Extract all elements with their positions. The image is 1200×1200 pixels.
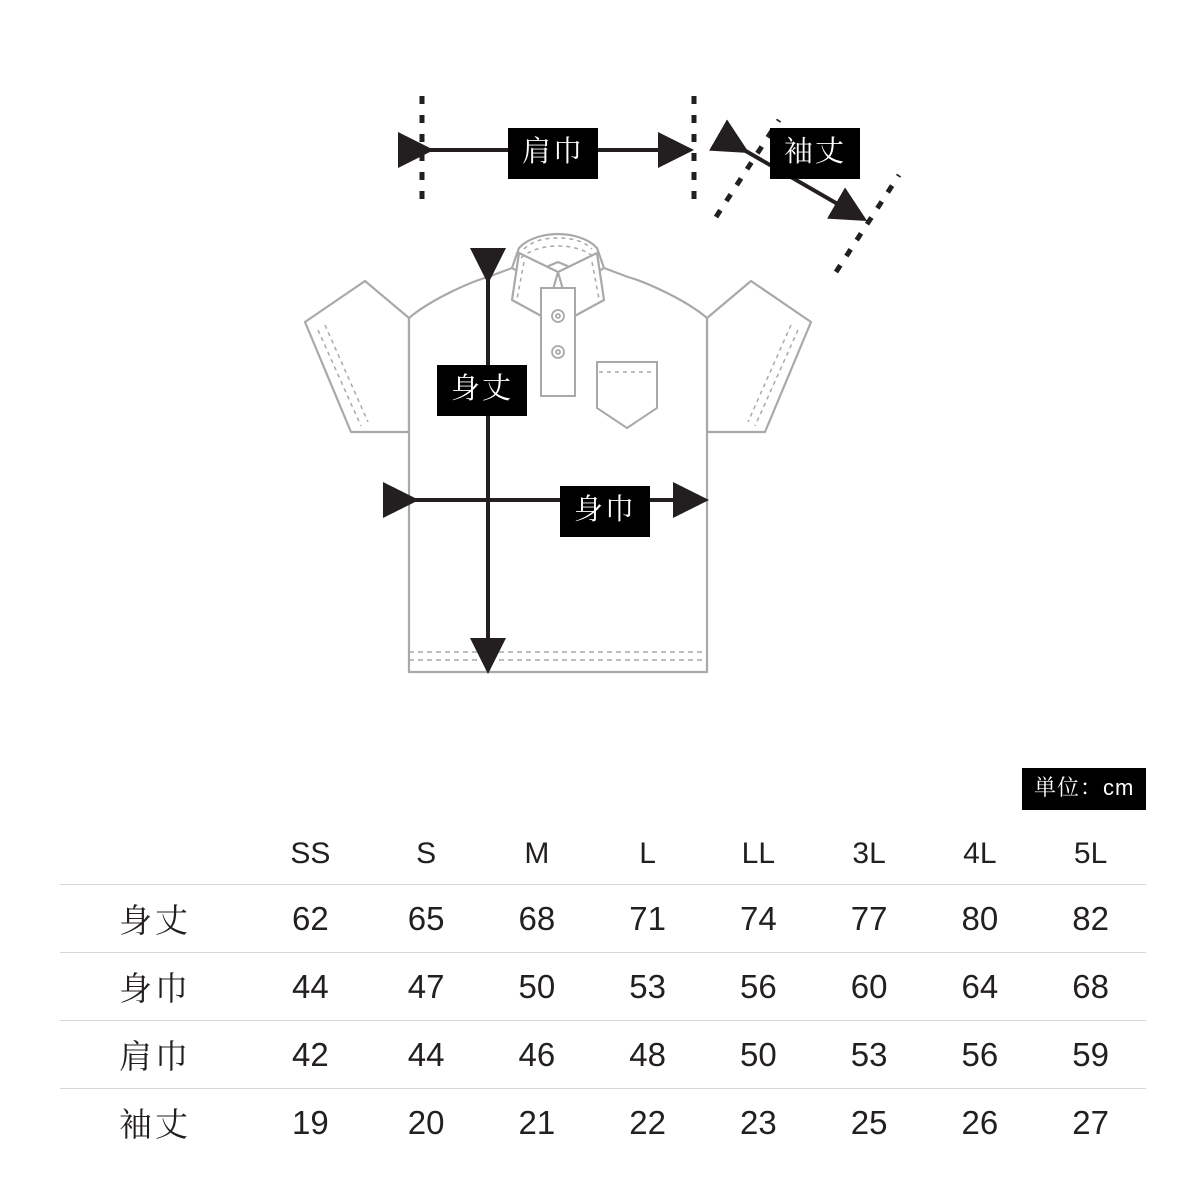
label-body-width: 身巾	[560, 486, 650, 537]
cell-body-length-ll: 74	[740, 899, 777, 937]
label-body-length: 身丈	[437, 365, 527, 416]
column-header-m: M	[481, 824, 592, 885]
cell-body-width-3l: 60	[850, 967, 888, 1005]
label-sleeve-length: 袖丈	[770, 128, 860, 179]
row-header-body-width: 身巾	[119, 970, 191, 1007]
cell-shoulder-width-m: 46	[518, 1035, 556, 1073]
cell-sleeve-length-s: 20	[407, 1103, 445, 1141]
cell-shoulder-width-3l: 53	[850, 1035, 888, 1073]
table-header-row	[60, 824, 1146, 885]
column-header-ll: LL	[703, 824, 814, 885]
row-header-shoulder-width: 肩巾	[119, 1038, 191, 1075]
cell-body-length-3l: 77	[850, 899, 888, 937]
column-header-4l: 4L	[924, 824, 1035, 885]
cell-sleeve-length-m: 21	[518, 1103, 556, 1141]
cell-shoulder-width-ll: 50	[740, 1035, 777, 1073]
cell-sleeve-length-l: 22	[629, 1103, 666, 1141]
cell-body-width-l: 53	[629, 967, 666, 1005]
cell-body-width-s: 47	[407, 967, 445, 1005]
cell-sleeve-length-ss: 19	[292, 1103, 329, 1141]
column-header-ss: SS	[250, 824, 371, 885]
cell-body-width-ss: 44	[292, 967, 329, 1005]
cell-body-length-4l: 80	[961, 899, 999, 937]
table-row	[60, 1021, 1146, 1089]
cell-body-width-ll: 56	[740, 967, 777, 1005]
cell-sleeve-length-5l: 27	[1072, 1103, 1109, 1141]
size-table	[60, 824, 1146, 1156]
column-header-3l: 3L	[814, 824, 925, 885]
row-header-body-length: 身丈	[119, 902, 191, 939]
cell-body-width-5l: 68	[1072, 967, 1109, 1005]
table-corner-cell	[60, 824, 250, 885]
unit-badge: 単位：cm	[1022, 768, 1146, 810]
cell-body-length-ss: 62	[292, 899, 329, 937]
column-header-s: S	[371, 824, 482, 885]
cell-sleeve-length-4l: 26	[961, 1103, 999, 1141]
cell-shoulder-width-s: 44	[407, 1035, 445, 1073]
label-shoulder-width: 肩巾	[508, 128, 598, 179]
cell-body-length-l: 71	[629, 899, 666, 937]
table-row	[60, 1089, 1146, 1157]
cell-body-width-4l: 64	[961, 967, 999, 1005]
cell-shoulder-width-ss: 42	[292, 1035, 329, 1073]
cell-body-length-s: 65	[407, 899, 445, 937]
column-header-5l: 5L	[1035, 824, 1146, 885]
column-header-l: L	[592, 824, 703, 885]
cell-shoulder-width-5l: 59	[1072, 1035, 1109, 1073]
table-row	[60, 885, 1146, 953]
cell-sleeve-length-ll: 23	[740, 1103, 777, 1141]
placket	[541, 288, 575, 396]
cell-body-length-m: 68	[518, 899, 556, 937]
row-header-sleeve-length: 袖丈	[119, 1106, 191, 1143]
cell-body-length-5l: 82	[1072, 899, 1109, 937]
cell-shoulder-width-4l: 56	[961, 1035, 999, 1073]
cell-shoulder-width-l: 48	[629, 1035, 666, 1073]
cell-body-width-m: 50	[518, 967, 556, 1005]
table-row	[60, 953, 1146, 1021]
cell-sleeve-length-3l: 25	[850, 1103, 888, 1141]
